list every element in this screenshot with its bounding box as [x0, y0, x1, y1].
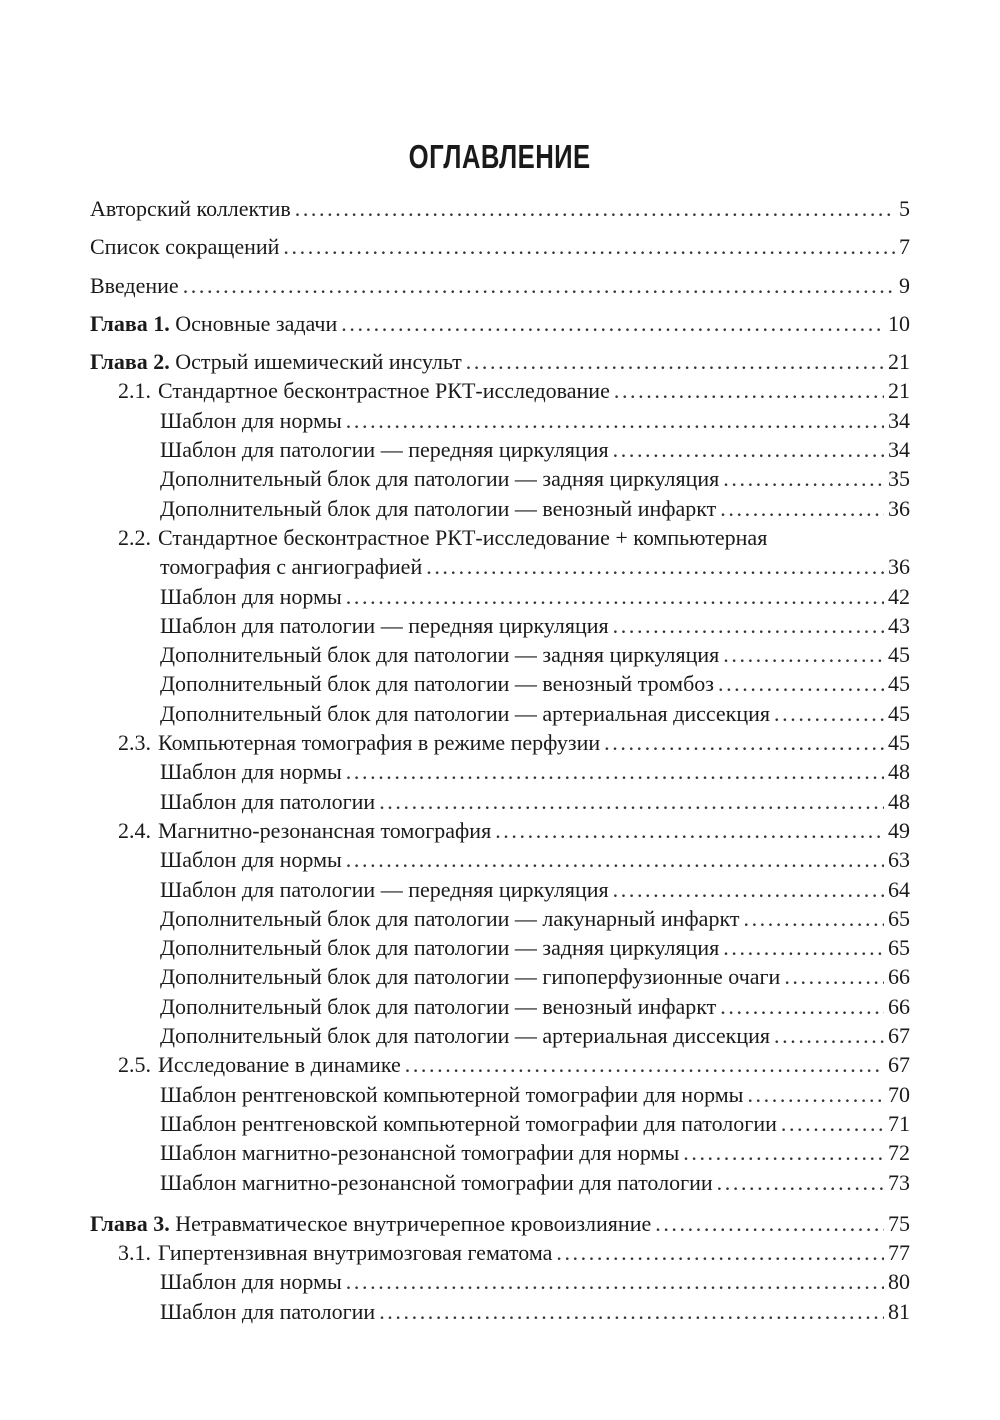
toc-entry-title [90, 309, 337, 338]
toc-entry[interactable] [90, 992, 910, 1021]
entry-text: Острый ишемический инсульт [175, 349, 462, 375]
page-number: 72 [888, 1140, 910, 1166]
toc-entry[interactable] [90, 1109, 910, 1138]
dot-leader [495, 816, 884, 845]
entry-text: Дополнительный блок для патологии — артериальная диссекция [160, 1023, 771, 1049]
toc-entry-title [160, 904, 739, 933]
entry-text: Магнитно-резонансная томография [158, 817, 492, 843]
page-number: 7 [899, 234, 910, 260]
dot-leader [405, 1050, 884, 1079]
chapter-label: Глава 3. [90, 1210, 170, 1236]
toc-entry[interactable] [90, 933, 910, 962]
entry-text: Шаблон рентгеновской компьютерной томографии для нормы [160, 1081, 744, 1107]
toc-entry-title [160, 845, 342, 874]
toc-entry-title [160, 1138, 679, 1167]
toc-entry-title [160, 1080, 743, 1109]
entry-text: Список сокращений [90, 234, 280, 260]
toc-entry-title [160, 875, 609, 904]
toc-entry[interactable] [90, 552, 910, 581]
toc-entry-title [118, 1238, 552, 1267]
entry-text: Введение [90, 272, 179, 298]
toc-entry[interactable] [90, 1021, 910, 1050]
entry-text: Шаблон для патологии — передняя циркуляция [160, 612, 609, 638]
toc-entry-title [160, 757, 342, 786]
toc-entry[interactable] [90, 1238, 910, 1267]
dot-leader [466, 347, 884, 376]
dot-leader [723, 933, 884, 962]
page-number: 45 [888, 671, 910, 697]
entry-text: Дополнительный блок для патологии — задняя циркуляция [160, 466, 720, 492]
toc-entry-title [160, 1168, 713, 1197]
entry-text: Авторский коллектив [90, 196, 291, 221]
dot-leader [614, 376, 884, 405]
dot-leader [720, 494, 884, 523]
toc-entry-title [90, 347, 462, 376]
page-number: 21 [888, 349, 910, 375]
toc-entry[interactable] [90, 1168, 910, 1197]
dot-leader [717, 1168, 884, 1197]
page-number: 63 [888, 847, 910, 873]
toc-entry[interactable] [90, 962, 910, 991]
toc-entry-title [160, 1109, 777, 1138]
entry-text: Шаблон для нормы [160, 583, 342, 609]
page-number: 5 [899, 196, 910, 221]
chapter-label: Глава 1. [90, 310, 170, 336]
toc-entry[interactable] [90, 464, 910, 493]
toc-entry[interactable] [90, 728, 910, 757]
section-number: 2.5. [118, 1052, 151, 1078]
entry-text: Стандартное бесконтрастное РКТ-исследование + компьютерная [158, 524, 768, 550]
entry-text: Стандартное бесконтрастное РКТ-исследование [158, 378, 610, 404]
toc-entry[interactable] [90, 1080, 910, 1109]
table-of-contents [90, 185, 910, 1326]
toc-entry-title [90, 1209, 651, 1238]
page-number: 67 [888, 1052, 910, 1078]
toc-entry[interactable] [90, 875, 910, 904]
page-number: 80 [888, 1269, 910, 1295]
dot-leader [613, 611, 884, 640]
toc-entry-title [160, 494, 716, 523]
toc-entry-title [160, 640, 719, 669]
toc-entry[interactable] [90, 232, 910, 261]
section-number: 3.1. [118, 1240, 151, 1266]
chapter-label: Глава 2. [90, 349, 170, 375]
toc-entry[interactable] [90, 271, 910, 300]
toc-entry[interactable] [90, 816, 910, 845]
page-number: 34 [888, 437, 910, 463]
toc-entry-title [90, 194, 291, 223]
toc-entry[interactable] [90, 904, 910, 933]
toc-entry[interactable] [90, 309, 910, 338]
entry-text: Шаблон для нормы [160, 759, 342, 785]
entry-text: Шаблон для нормы [160, 847, 342, 873]
entry-text: Дополнительный блок для патологии — лакунарный инфаркт [160, 905, 740, 931]
page-number: 36 [888, 554, 910, 580]
toc-entry-title [160, 435, 609, 464]
toc-entry-title [160, 933, 719, 962]
page-number: 49 [888, 817, 910, 843]
toc-entry[interactable] [90, 376, 910, 405]
dot-leader [784, 962, 884, 991]
entry-text: Дополнительный блок для патологии — венозный инфаркт [160, 993, 717, 1019]
entry-text: Шаблон магнитно-резонансной томографии для патологии [160, 1169, 713, 1195]
toc-entry-title [160, 552, 422, 581]
page-number: 42 [888, 583, 910, 609]
toc-entry-title [160, 582, 342, 611]
entry-text: Шаблон для патологии — передняя циркуляция [160, 876, 609, 902]
dot-leader [718, 669, 884, 698]
toc-entry-title [160, 669, 714, 698]
page-number: 35 [888, 466, 910, 492]
page-number: 9 [899, 272, 910, 298]
page-number: 70 [888, 1081, 910, 1107]
entry-text: Шаблон рентгеновской компьютерной томографии для патологии [160, 1110, 777, 1136]
page-number: 36 [888, 495, 910, 521]
dot-leader [774, 1021, 884, 1050]
page-number: 48 [888, 759, 910, 785]
dot-leader [379, 787, 884, 816]
toc-entry[interactable] [90, 787, 910, 816]
entry-text: Дополнительный блок для патологии — задняя циркуляция [160, 642, 720, 668]
toc-entry-title [160, 611, 609, 640]
dot-leader [183, 271, 895, 300]
toc-entry[interactable] [90, 194, 910, 223]
entry-text: Шаблон для патологии [160, 788, 376, 814]
toc-entry-title [118, 728, 600, 757]
dot-leader [283, 232, 895, 261]
dot-leader [743, 904, 884, 933]
toc-entry[interactable] [90, 699, 910, 728]
page-number: 71 [888, 1110, 910, 1136]
section-number: 2.2. [118, 524, 151, 550]
page-title: ОГЛАВЛЕНИЕ [409, 138, 591, 175]
toc-entry-title [90, 271, 179, 300]
dot-leader [426, 552, 884, 581]
toc-entry-title [160, 962, 780, 991]
dot-leader [774, 699, 884, 728]
dot-leader [723, 464, 884, 493]
dot-leader [346, 406, 884, 435]
dot-leader [613, 435, 884, 464]
entry-text: Шаблон для патологии [160, 1298, 376, 1324]
toc-entry[interactable] [90, 582, 910, 611]
toc-entry-title [160, 992, 716, 1021]
toc-entry[interactable] [90, 523, 910, 552]
dot-leader [379, 1297, 884, 1326]
toc-entry[interactable] [90, 669, 910, 698]
entry-text: Дополнительный блок для патологии — задняя циркуляция [160, 935, 720, 961]
entry-text: Основные задачи [175, 310, 338, 336]
toc-entry-title [160, 787, 375, 816]
entry-text: Исследование в динамике [158, 1052, 401, 1078]
dot-leader [655, 1209, 884, 1238]
entry-text: Нетравматическое внутричерепное кровоизлияние [175, 1210, 652, 1236]
toc-entry-title [160, 1267, 342, 1296]
toc-entry[interactable] [90, 406, 910, 435]
entry-text: Дополнительный блок для патологии — гипоперфузионные очаги [160, 964, 781, 990]
entry-text: Дополнительный блок для патологии — венозный тромбоз [160, 671, 714, 697]
toc-entry-title [160, 464, 719, 493]
toc-entry-title [90, 232, 279, 261]
entry-text: Гипертензивная внутримозговая гематома [158, 1240, 553, 1266]
page-number: 21 [888, 378, 910, 404]
page-number: 66 [888, 993, 910, 1019]
toc-entry[interactable] [90, 347, 910, 376]
page-number: 67 [888, 1023, 910, 1049]
toc-entry-title [160, 1297, 375, 1326]
entry-text: Шаблон для нормы [160, 1269, 342, 1295]
entry-text: Дополнительный блок для патологии — венозный инфаркт [160, 495, 717, 521]
dot-leader [295, 194, 895, 223]
toc-entry[interactable] [90, 494, 910, 523]
page-number: 65 [888, 935, 910, 961]
dot-leader [346, 757, 884, 786]
entry-text: Шаблон для патологии — передняя циркуляция [160, 437, 609, 463]
toc-entry[interactable] [90, 611, 910, 640]
page-number: 75 [888, 1210, 910, 1236]
entry-text: Дополнительный блок для патологии — артериальная диссекция [160, 700, 771, 726]
toc-entry[interactable] [90, 845, 910, 874]
entry-text: Компьютерная томография в режиме перфузии [158, 730, 601, 756]
page-number: 34 [888, 407, 910, 433]
dot-leader [556, 1238, 884, 1267]
toc-entry-title [118, 816, 491, 845]
dot-leader [346, 582, 884, 611]
toc-entry[interactable] [90, 1050, 910, 1079]
page-number: 77 [888, 1240, 910, 1266]
toc-entry-title [160, 699, 770, 728]
page-number: 10 [888, 310, 910, 336]
toc-entry[interactable] [90, 757, 910, 786]
toc-entry[interactable] [90, 1267, 910, 1296]
toc-entry[interactable] [90, 1138, 910, 1167]
page-number: 45 [888, 700, 910, 726]
page-number: 48 [888, 788, 910, 814]
dot-leader [613, 875, 884, 904]
page-number: 66 [888, 964, 910, 990]
dot-leader [747, 1080, 884, 1109]
page-number: 45 [888, 642, 910, 668]
toc-entry-title [160, 1021, 770, 1050]
toc-entry[interactable] [90, 435, 910, 464]
section-number: 2.4. [118, 817, 151, 843]
toc-entry-title [118, 523, 767, 552]
section-number: 2.1. [118, 378, 151, 404]
toc-entry[interactable] [90, 1297, 910, 1326]
dot-leader [346, 1267, 884, 1296]
toc-entry[interactable] [90, 640, 910, 669]
toc-entry[interactable] [90, 1209, 910, 1238]
dot-leader [781, 1109, 884, 1138]
dot-leader [341, 309, 884, 338]
page-number: 45 [888, 730, 910, 756]
page-number: 81 [888, 1298, 910, 1324]
dot-leader [723, 640, 884, 669]
toc-entry-title [160, 406, 342, 435]
page-number: 64 [888, 876, 910, 902]
page-number: 73 [888, 1169, 910, 1195]
dot-leader [604, 728, 884, 757]
page-number: 65 [888, 905, 910, 931]
toc-entry-title [118, 1050, 401, 1079]
page-number: 43 [888, 612, 910, 638]
dot-leader [346, 845, 884, 874]
entry-text: Шаблон для нормы [160, 407, 342, 433]
dot-leader [683, 1138, 884, 1167]
dot-leader [720, 992, 884, 1021]
entry-text: Шаблон магнитно-резонансной томографии для нормы [160, 1140, 680, 1166]
toc-entry-title [118, 376, 610, 405]
section-number: 2.3. [118, 730, 151, 756]
entry-text: томография с ангиографией [160, 554, 423, 580]
